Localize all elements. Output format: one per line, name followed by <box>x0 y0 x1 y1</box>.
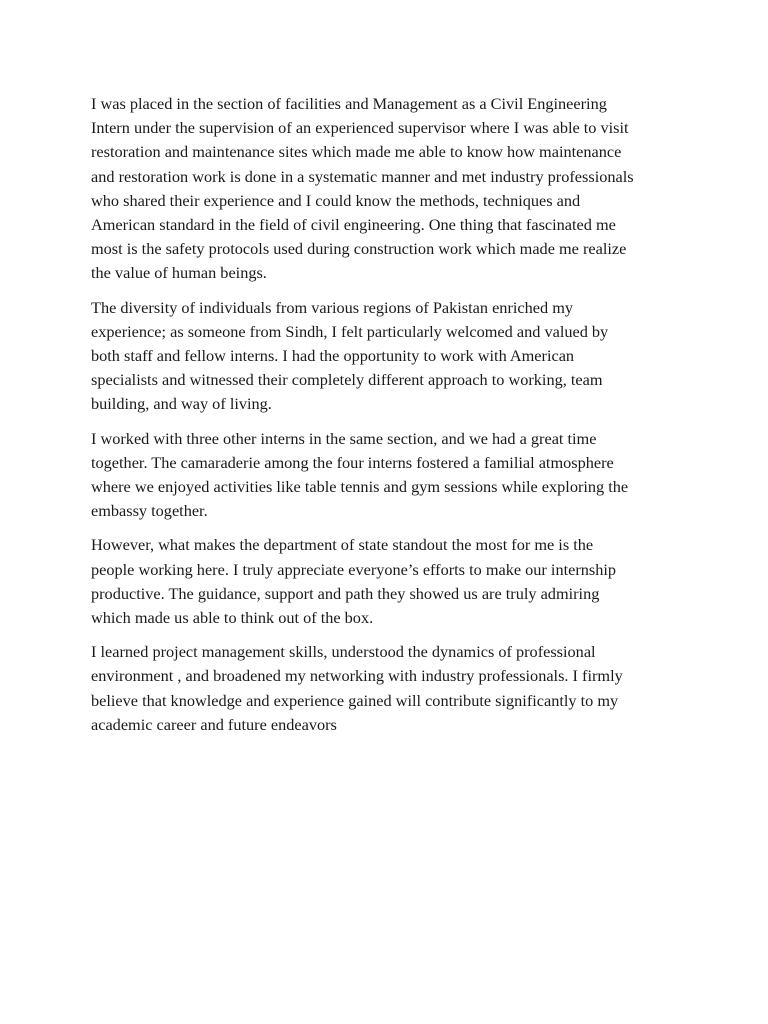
document-body <box>91 92 685 747</box>
paragraph-fellow-interns: I worked with three other interns in the same section, and we had a great time together. The camaraderie among the four interns fostered a familial atmosphere where we enjoyed activities like table tennis and gym sessions while exploring the embassy together. <box>91 428 629 521</box>
paragraph-department-people: However, what makes the department of state standout the most for me is the people working here. I truly appreciate everyone’s efforts to make our internship productive. The guidance, support and path they showed us are truly admiring which made us able to think out of the box. <box>91 535 617 628</box>
paragraph-skills-learned: I learned project management skills, understood the dynamics of professional environment , and broadened my networking with industry professionals. I firmly believe that knowledge and experience gained will contribute significantly to my academic career and future endeavors <box>91 642 623 734</box>
paragraph-facilities-internship: I was placed in the section of facilities and Management as a Civil Engineering Intern under the supervision of an experienced supervisor where I was able to visit restoration and maintenance sites which made me able to know how maintenance and restoration work is done in a systematic manner and met industry professionals who shared their experience and I could know the methods, techniques and American standard in the field of civil engineering. One thing that fascinated me most is the safety protocols used during construction work which made me realize the value of human beings. <box>91 94 634 283</box>
paragraph-diversity: The diversity of individuals from various regions of Pakistan enriched my experience; as someone from Sindh, I felt particularly welcomed and valued by both staff and fellow interns. I had the opportunity to work with American specialists and witnessed their completely different approach to working, team building, and way of living. <box>91 297 609 414</box>
